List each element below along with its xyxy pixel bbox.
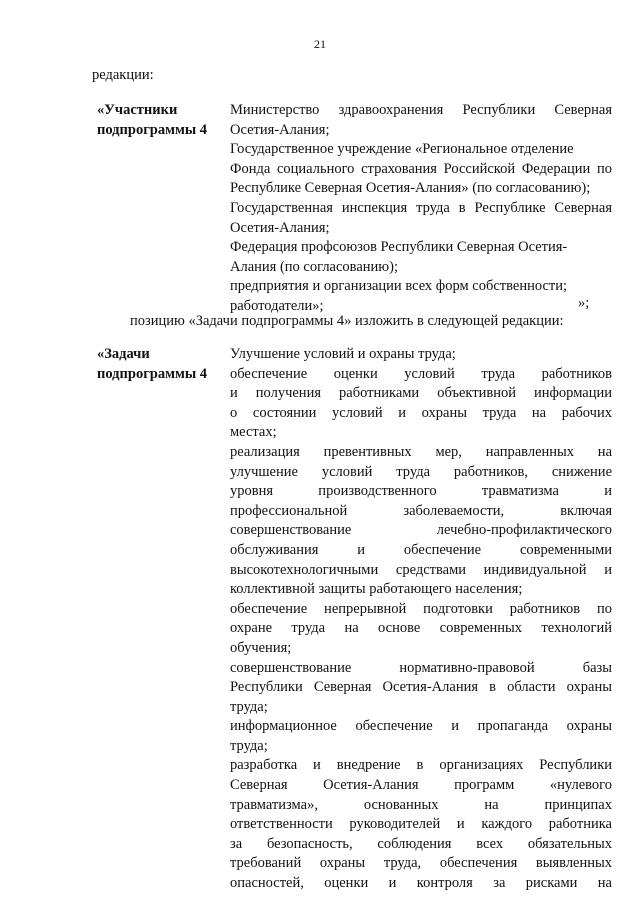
tasks-line: охране труда на основе современных технологий — [230, 620, 612, 637]
tasks-line: совершенствование лечебно-профилактического — [230, 522, 612, 539]
tasks-label-line: подпрограммы 4 — [97, 365, 208, 382]
participants-label-line: «Участники — [97, 102, 178, 118]
tasks-line: реализация превентивных мер, направленных на — [230, 443, 612, 460]
tasks-line: за безопасность, соблюдения всех обязательных — [230, 835, 612, 852]
participants-line: Министерство здравоохранения Республики Северная — [230, 102, 612, 118]
tasks-line: информационное обеспечение и пропаганда охраны — [230, 718, 612, 735]
closing-quote: »; — [578, 295, 590, 311]
tasks-line: обслуживания и обеспечение современными — [230, 541, 612, 558]
participants-line: Федерация профсоюзов Республики Северная Осетия- — [230, 239, 568, 256]
participants-line: Алания (по согласованию); — [230, 258, 398, 275]
tasks-line: совершенствование нормативно-правовой базы — [230, 659, 612, 676]
tasks-line: Республики Северная Осетия-Алания в области охраны — [230, 679, 612, 696]
tasks-line: местах; — [230, 424, 277, 441]
tasks-line: труда; — [230, 698, 268, 715]
participants-line: Фонда социального страхования Российской Федерации по — [230, 160, 612, 177]
participants-line: Осетия-Алания; — [230, 219, 330, 236]
tasks-line: уровня производственного травматизма и — [230, 483, 612, 500]
tasks-body — [230, 345, 612, 894]
participants-line: работодатели»; — [230, 297, 324, 314]
tasks-line: улучшение условий труда работников, снижение — [230, 463, 612, 480]
tasks-line: разработка и внедрение в организациях Республики — [230, 757, 612, 774]
participants-line: Государственная инспекция труда в Республике Северная — [230, 199, 612, 216]
participants-label — [97, 101, 207, 140]
tasks-line: ответственности руководителей и каждого работника — [230, 816, 612, 833]
tasks-line: Северная Осетия-Алания программ «нулевого — [230, 777, 612, 794]
tasks-label-line: «Задачи — [97, 346, 150, 362]
tasks-line: и получения работниками объективной информации — [230, 385, 612, 402]
tasks-line: травматизма», основанных на принципах — [230, 796, 612, 813]
intro-text: редакции: — [92, 67, 154, 83]
tasks-line: требований охраны труда, обеспечения выявленных — [230, 855, 612, 872]
page-number: 21 — [314, 37, 326, 51]
participants-body — [230, 101, 612, 317]
tasks-line: коллективной защиты работающего населения; — [230, 581, 523, 598]
tasks-line: обучения; — [230, 639, 292, 656]
participants-line: Осетия-Алания; — [230, 121, 330, 138]
tasks-line: о состоянии условий и охраны труда на рабочих — [230, 404, 612, 421]
participants-line: Государственное учреждение «Региональное отделение — [230, 141, 574, 158]
instruction-text: позицию «Задачи подпрограммы 4» изложить в следующей редакции: — [130, 313, 564, 329]
tasks-line: профессиональной заболеваемости, включая — [230, 502, 612, 519]
tasks-line: обеспечение оценки условий труда работников — [230, 365, 612, 382]
participants-label-line: подпрограммы 4 — [97, 121, 208, 138]
participants-line: Республике Северная Осетия-Алания» (по согласованию); — [230, 180, 591, 197]
participants-line: предприятия и организации всех форм собственности; — [230, 278, 568, 295]
tasks-label — [97, 345, 207, 384]
tasks-line: опасностей, оценки и контроля за рисками на — [230, 875, 612, 892]
tasks-line: обеспечение непрерывной подготовки работников по — [230, 600, 612, 617]
tasks-line: высокотехнологичными средствами индивидуальной и — [230, 561, 612, 578]
tasks-line: труда; — [230, 737, 268, 754]
tasks-line: Улучшение условий и охраны труда; — [230, 346, 456, 362]
